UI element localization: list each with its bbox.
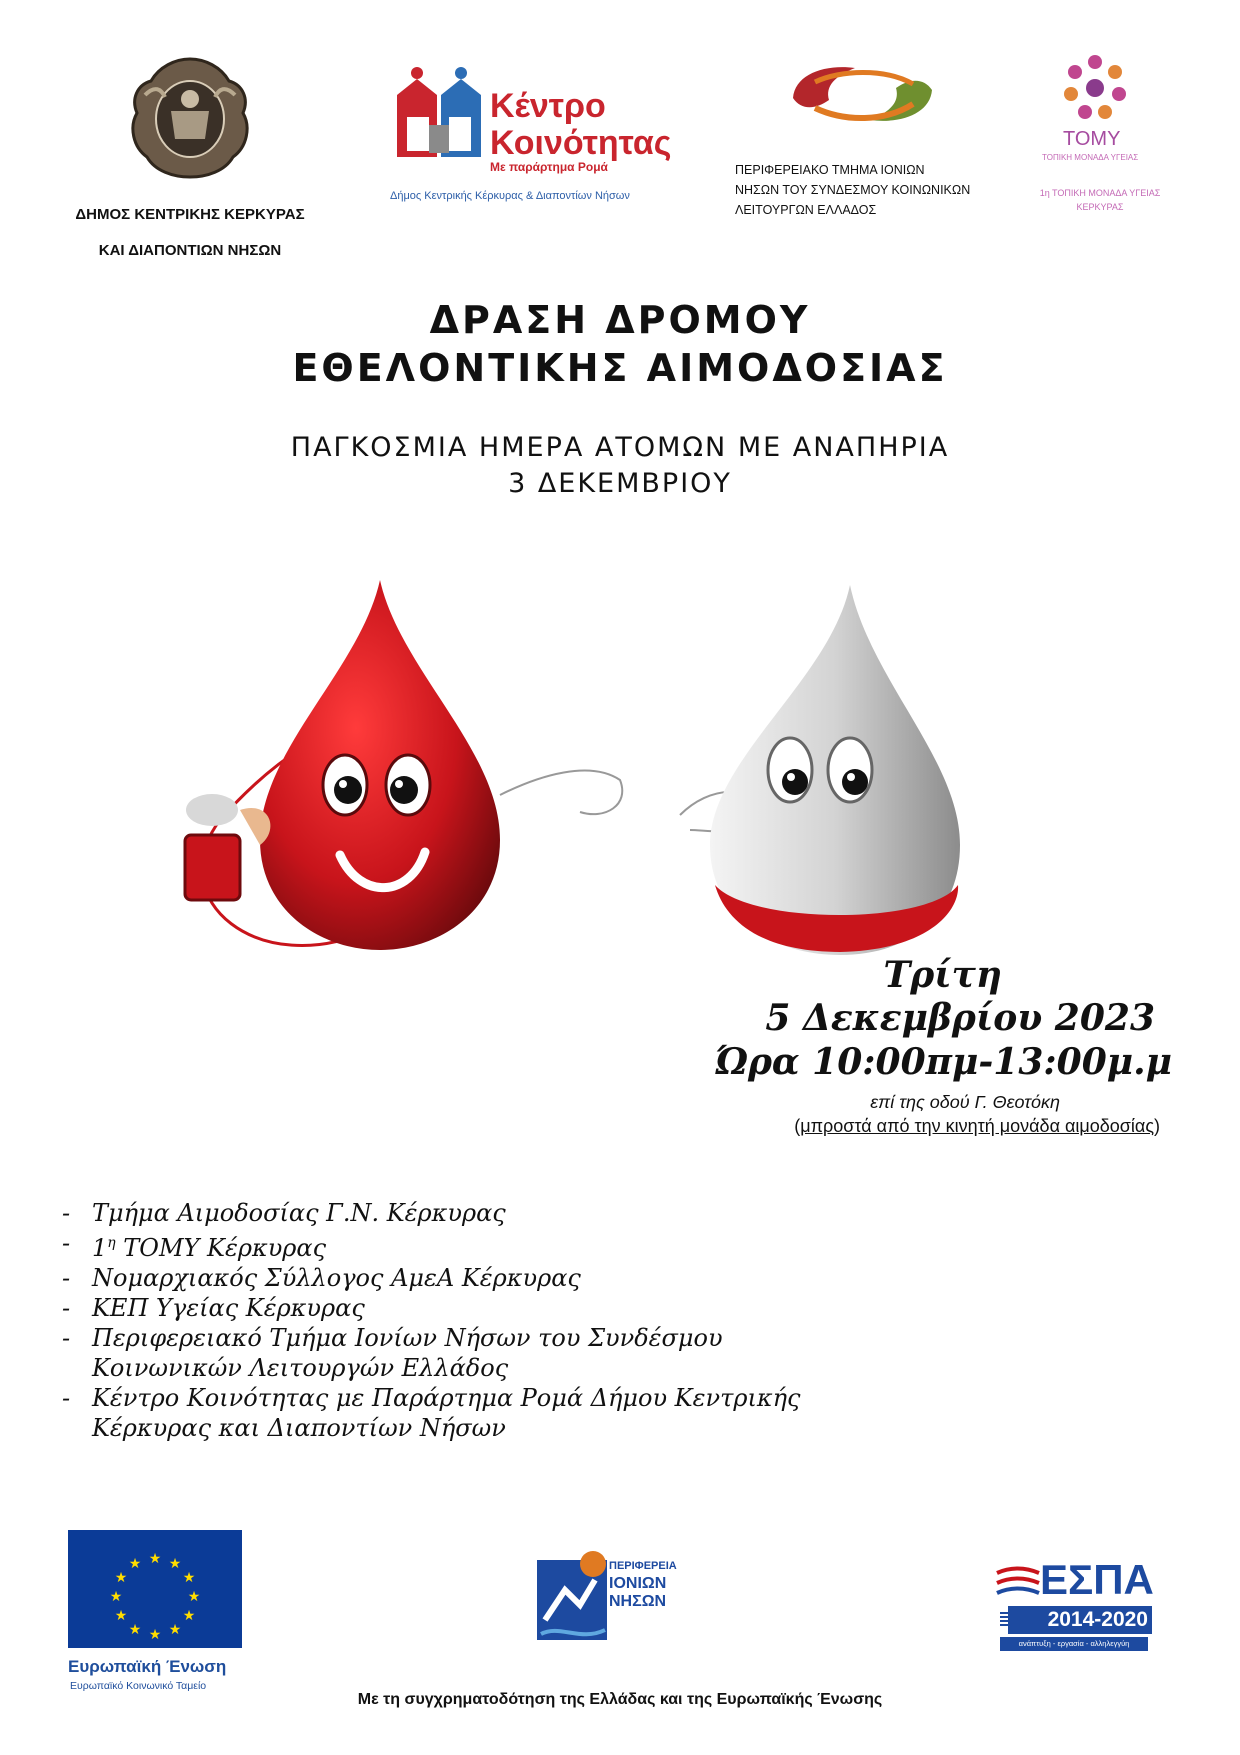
list-item bbox=[62, 1228, 892, 1263]
participant-6-line-2: Κέρκυρας και Διαποντίων Νήσων bbox=[92, 1414, 506, 1442]
region-name bbox=[609, 1575, 666, 1611]
red-blood-drop bbox=[260, 580, 500, 950]
municipality-name bbox=[40, 197, 340, 269]
community-center-logo-icon bbox=[393, 65, 485, 160]
event-date: 5 Δεκεμβρίου 2023 bbox=[765, 997, 1155, 1039]
tomy-flower-icon bbox=[1055, 52, 1135, 127]
svg-text:★: ★ bbox=[168, 1556, 182, 1572]
list-item bbox=[62, 1198, 892, 1228]
community-title-line-2: Κοινότητας bbox=[490, 124, 672, 162]
svg-text:★: ★ bbox=[168, 1622, 182, 1638]
svg-text:★: ★ bbox=[148, 1627, 162, 1643]
location-text: μπροστά από την κινητή μονάδα αιμοδοσίας bbox=[800, 1116, 1154, 1136]
svg-text:★: ★ bbox=[114, 1570, 128, 1586]
participant-4: ΚΕΠ Υγείας Κέρκυρας bbox=[92, 1294, 365, 1322]
tomy-title: TOMY bbox=[1063, 128, 1121, 150]
participant-2 bbox=[92, 1228, 892, 1263]
main-title-line-2: ΕΘΕΛΟΝΤΙΚΗΣ ΑΙΜΟΔΟΣΙΑΣ bbox=[292, 346, 948, 390]
participants-list bbox=[62, 1198, 892, 1443]
skle-line-3: ΛΕΙΤΟΥΡΓΩΝ ΕΛΛΑΔΟΣ bbox=[735, 203, 877, 217]
list-dash: - bbox=[62, 1324, 71, 1352]
municipality-line-1: ΔΗΜΟΣ ΚΕΝΤΡΙΚΗΣ ΚΕΡΚΥΡΑΣ bbox=[75, 206, 305, 223]
svg-text:★: ★ bbox=[128, 1556, 142, 1572]
community-center-subtitle: Με παράρτημα Ρομά bbox=[490, 160, 608, 174]
svg-text:★: ★ bbox=[114, 1608, 128, 1624]
skle-badge-text: ΣΚΛΕ bbox=[846, 87, 884, 103]
espa-swoosh-icon bbox=[995, 1565, 1040, 1605]
main-title-line-1: ΔΡΑΣΗ ΔΡΟΜΟΥ bbox=[429, 298, 811, 342]
list-dash: - bbox=[62, 1229, 71, 1257]
svg-text:★: ★ bbox=[109, 1589, 123, 1605]
event-location bbox=[794, 1116, 1160, 1137]
event-day: Τρίτη bbox=[883, 954, 1002, 996]
municipality-line-2: ΚΑΙ ΔΙΑΠΟΝΤΙΩΝ ΝΗΣΩΝ bbox=[98, 242, 282, 259]
list-dash: - bbox=[62, 1199, 71, 1227]
tomy-small-text: ΤΟΠΙΚΗ ΜΟΝΑΔΑ ΥΓΕΙΑΣ bbox=[1042, 153, 1139, 162]
eu-label: Ευρωπαϊκή Ένωση bbox=[68, 1657, 227, 1676]
skle-line-2: ΝΗΣΩΝ ΤΟΥ ΣΥΝΔΕΣΜΟΥ ΚΟΙΝΩΝΙΚΩΝ bbox=[735, 183, 971, 197]
espa-title: ΕΣΠΑ bbox=[1040, 1556, 1154, 1603]
list-dash: - bbox=[62, 1264, 71, 1292]
community-title-line-1: Κέντρο bbox=[490, 87, 606, 125]
tomy-caption bbox=[1015, 186, 1185, 214]
community-center-title bbox=[490, 88, 671, 162]
participant-5-line-1: Περιφερειακό Τμήμα Ιονίων Νήσων του Συνδέσμου bbox=[92, 1324, 723, 1352]
community-center-caption: Δήμος Κεντρικής Κέρκυρας & Διαποντίων Νήσων bbox=[390, 190, 630, 202]
region-name-line-1: ΙΟΝΙΩΝ bbox=[609, 1575, 667, 1592]
list-dash: - bbox=[62, 1384, 71, 1412]
svg-text:★: ★ bbox=[187, 1589, 201, 1605]
location-close-paren: ) bbox=[1154, 1116, 1160, 1136]
espa-slogan: ανάπτυξη - εργασία - αλληλεγγύη bbox=[1000, 1637, 1148, 1651]
blood-drops-illustration bbox=[150, 580, 1010, 1000]
cofunding-statement: Με τη συγχρηματοδότηση της Ελλάδας και της Ευρωπαϊκής Ένωσης bbox=[357, 1691, 883, 1708]
participant-2-text: ΤΟΜΥ Κέρκυρας bbox=[115, 1234, 327, 1262]
cup bbox=[185, 835, 240, 900]
list-item bbox=[62, 1263, 892, 1293]
region-name-line-2: ΝΗΣΩΝ bbox=[609, 1593, 667, 1610]
subtitle-line-1: ΠΑΓΚΟΣΜΙΑ ΗΜΕΡΑ ΑΤΟΜΩΝ ΜΕ ΑΝΑΠΗΡΙΑ bbox=[290, 432, 950, 463]
svg-text:★: ★ bbox=[148, 1551, 162, 1567]
tomy-caption-line-1: 1η ΤΟΠΙΚΗ ΜΟΝΑΔΑ ΥΓΕΙΑΣ bbox=[1039, 188, 1161, 198]
region-label-small: ΠΕΡΙΦΕΡΕΙΑ bbox=[609, 1560, 677, 1572]
list-dash: - bbox=[62, 1294, 71, 1322]
eu-stars-icon bbox=[68, 1530, 242, 1648]
participant-5-line-2: Κοινωνικών Λειτουργών Ελλάδος bbox=[92, 1354, 509, 1382]
event-street: επί της οδού Γ. Θεοτόκη bbox=[870, 1092, 1060, 1112]
subtitle-line-2: 3 ΔΕΚΕΜΒΡΙΟΥ bbox=[508, 468, 732, 499]
eu-sublabel: Ευρωπαϊκό Κοινωνικό Ταμείο bbox=[70, 1680, 207, 1692]
participant-2-superscript: η bbox=[107, 1235, 116, 1251]
participant-6-line-1: Κέντρο Κοινότητας με Παράρτημα Ρομά Δήμου Κεντρικής bbox=[92, 1384, 801, 1412]
location-open-paren: ( bbox=[794, 1116, 801, 1136]
skle-description bbox=[735, 160, 970, 220]
participant-5 bbox=[92, 1323, 892, 1383]
participant-3: Νομαρχιακός Σύλλογος ΑμεΑ Κέρκυρας bbox=[92, 1264, 581, 1292]
svg-text:★: ★ bbox=[182, 1608, 196, 1624]
list-item bbox=[62, 1293, 892, 1323]
participant-2-number: 1 bbox=[92, 1234, 108, 1262]
list-item bbox=[62, 1383, 892, 1443]
event-time: Ώρα 10:00πμ-13:00μ.μ bbox=[715, 1041, 1172, 1083]
participant-1: Τμήμα Αιμοδοσίας Γ.Ν. Κέρκυρας bbox=[92, 1199, 506, 1227]
svg-text:★: ★ bbox=[128, 1622, 142, 1638]
skle-logo-icon bbox=[785, 60, 940, 130]
list-item bbox=[62, 1323, 892, 1383]
svg-text:★: ★ bbox=[182, 1570, 196, 1586]
ionian-region-logo-icon bbox=[535, 1550, 610, 1645]
eu-flag bbox=[68, 1530, 242, 1648]
participant-6 bbox=[92, 1383, 892, 1443]
skle-line-1: ΠΕΡΙΦΕΡΕΙΑΚΟ ΤΜΗΜΑ ΙΟΝΙΩΝ bbox=[735, 163, 925, 177]
municipality-emblem bbox=[125, 55, 255, 180]
tomy-caption-line-2: ΚΕΡΚΥΡΑΣ bbox=[1076, 202, 1124, 212]
espa-years: 2014-2020 bbox=[1008, 1606, 1152, 1634]
